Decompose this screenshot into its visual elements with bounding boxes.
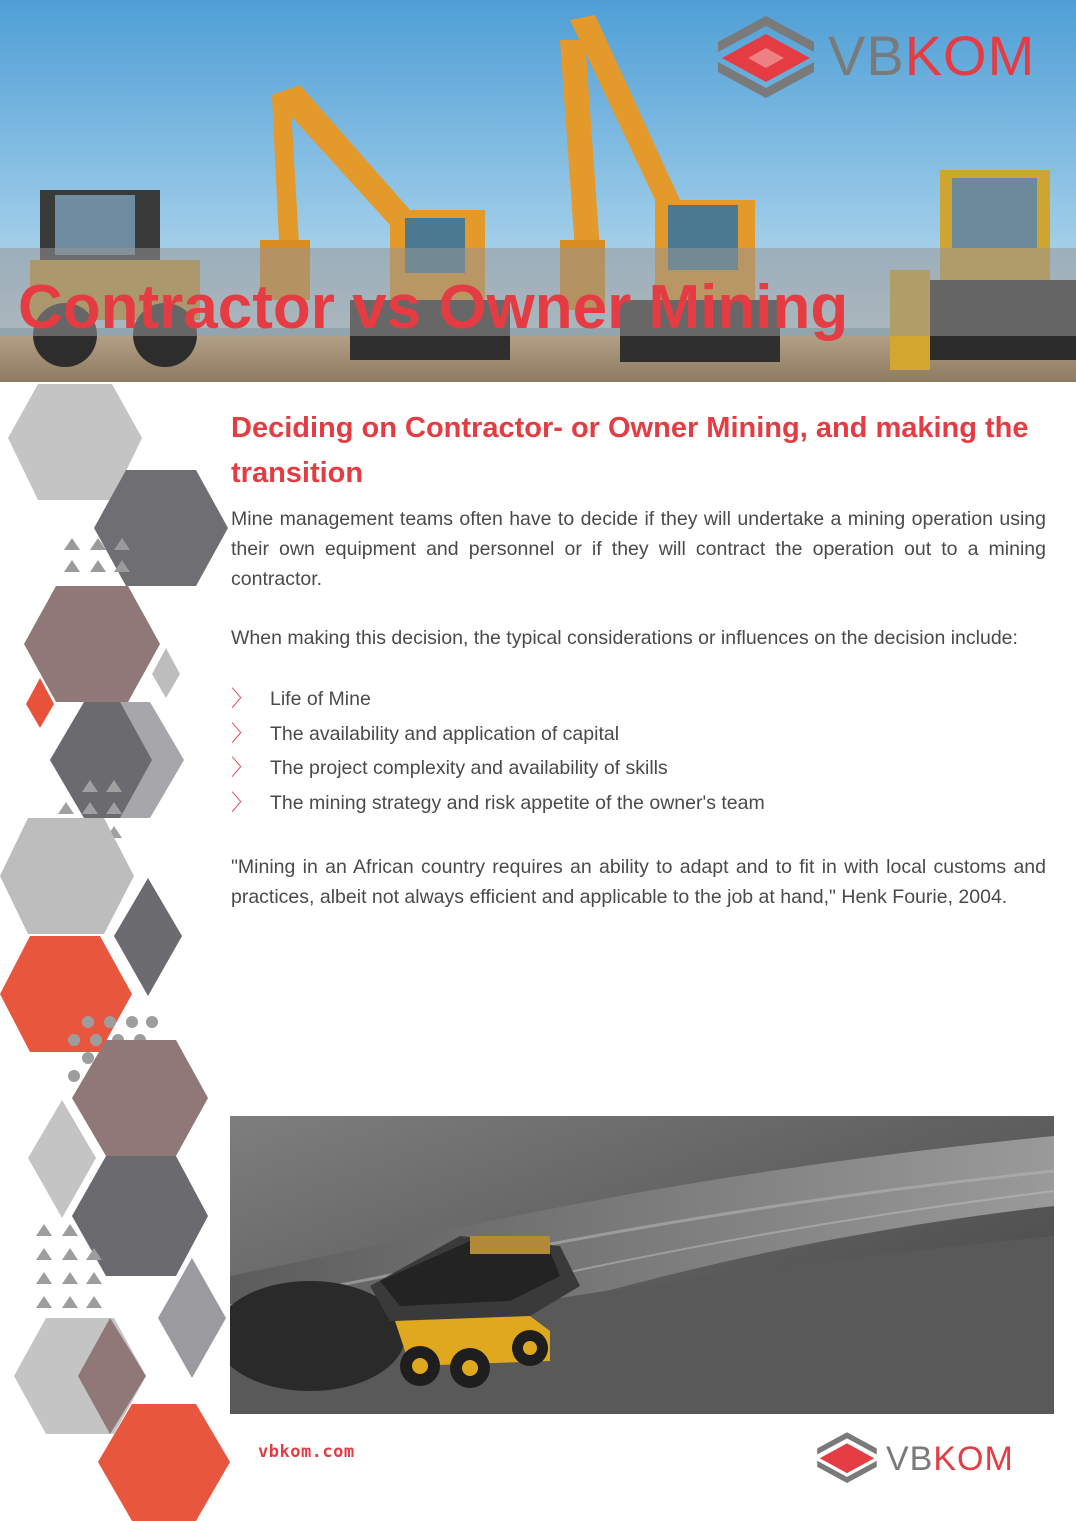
- page-title: Contractor vs Owner Mining: [18, 273, 849, 342]
- considerations-list: [231, 684, 1046, 822]
- list-item: [231, 788, 1046, 823]
- quote-paragraph: "Mining in an African country requires an ability to adapt and to fit in with local customs and practices, albeit not always efficient and applicable to the job at hand," Henk Fourie, 2004.: [231, 856, 1046, 908]
- logo-text-vb: VB: [886, 1440, 934, 1478]
- logo-wordmark: [828, 24, 1036, 87]
- logo-text-kom: KOM: [933, 1440, 1014, 1478]
- logo-mark-icon: [716, 14, 816, 98]
- list-item: [231, 753, 1046, 788]
- list-item-text: The mining strategy and risk appetite of the owner's team: [270, 791, 765, 814]
- list-item: [231, 684, 1046, 719]
- intro-paragraph: Mine management teams often have to decide if they will undertake a mining operation using their own equipment and personnel or if they will contract the operation out to a mining contractor.: [231, 508, 1046, 590]
- logo-mark-icon: [816, 1430, 878, 1484]
- footer-website-link[interactable]: vbkom.com: [258, 1442, 355, 1462]
- chevron-right-icon: 〉: [231, 755, 254, 780]
- considerations-paragraph: When making this decision, the typical considerations or influences on the decision include:: [231, 627, 1018, 649]
- logo-wordmark: [886, 1442, 1014, 1476]
- chevron-right-icon: 〉: [231, 789, 254, 815]
- list-item: [231, 719, 1046, 754]
- list-item-text: The project complexity and availability of skills: [270, 757, 668, 779]
- logo-text-vb: VB: [828, 24, 905, 87]
- chevron-right-icon: 〉: [231, 686, 254, 711]
- brand-logo[interactable]: [716, 14, 1068, 98]
- section-subtitle: Deciding on Contractor- or Owner Mining, and making the transition: [231, 412, 1029, 489]
- footer-brand-logo[interactable]: [816, 1430, 1036, 1484]
- list-item-text: The availability and application of capital: [270, 722, 620, 745]
- logo-text-kom: KOM: [904, 24, 1036, 87]
- list-item-text: Life of Mine: [270, 688, 371, 710]
- chevron-right-icon: 〉: [231, 720, 254, 746]
- haul-truck-photo: [230, 1116, 1054, 1414]
- hexagon-decoration: [0, 382, 230, 1521]
